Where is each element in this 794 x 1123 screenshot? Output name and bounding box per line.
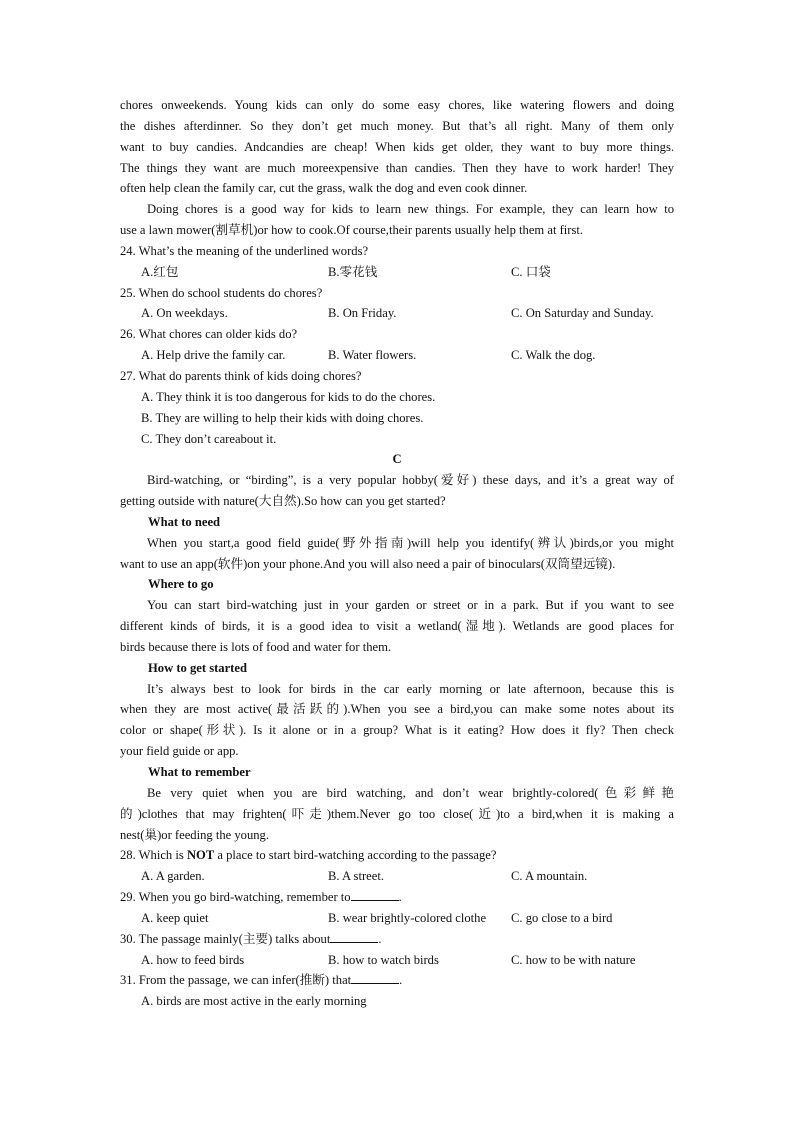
option-a: A. A garden. xyxy=(141,869,205,884)
option-c: C. On Saturday and Sunday. xyxy=(511,306,654,321)
text-line: want to buy candies. Andcandies are cheap! When kids get older, they want to buy more things. xyxy=(120,139,674,154)
option-c: C. A mountain. xyxy=(511,869,588,884)
text-line: birds because there is lots of food and water for them. xyxy=(120,639,392,654)
question-31 xyxy=(120,970,674,1012)
text-line: color or shape(形状). Is it alone or in a group? What is it eating? How does it fly? Then check xyxy=(120,723,674,738)
stem-end: . xyxy=(399,973,403,988)
question-28 xyxy=(120,845,674,887)
text-line: chores onweekends. Young kids can only do some easy chores, like watering flowers and doing xyxy=(120,98,674,112)
answer-blank xyxy=(351,971,399,984)
question-26 xyxy=(120,324,674,366)
text-line: nest(巢)or feeding the young. xyxy=(120,827,269,842)
question-stem: 25. When do school students do chores? xyxy=(120,285,323,300)
option-b: B.零花钱 xyxy=(328,264,378,279)
stem-text: 31. From the passage, we can infer(推断) that xyxy=(120,973,352,988)
text-line: use a lawn mower(割草机)or how to cook.Of course,their parents usually help them at first. xyxy=(120,223,584,238)
stem-end: . xyxy=(378,931,382,946)
option-b: B. wear brightly-colored clothe xyxy=(328,910,487,925)
options-row xyxy=(120,303,674,324)
text-line: You can start bird-watching just in your garden or street or in a park. But if you want to see xyxy=(147,598,674,613)
stem-text: a place to start bird-watching according to the passage? xyxy=(214,848,497,863)
text-line: The things they want are much moreexpensive than candies. Then they have to work harder! They xyxy=(120,160,674,175)
option-c: C. go close to a bird xyxy=(511,910,613,925)
stem-emphasis: NOT xyxy=(186,848,215,863)
exam-page xyxy=(120,95,674,1012)
text-line: Bird-watching, or “birding”, is a very popular hobby(爱好) these days, and it’s a great way of xyxy=(147,473,674,488)
text-line: often help clean the family car, cut the grass, walk the dog and even cook dinner. xyxy=(120,181,528,196)
option-c: C. They don’t careabout it. xyxy=(141,431,277,446)
text-line: It’s always best to look for birds in the car early morning or late afternoon, because this is xyxy=(147,681,674,696)
options-row xyxy=(120,950,674,971)
section-heading: How to get started xyxy=(148,660,247,675)
option-c: C. Walk the dog. xyxy=(511,348,596,363)
text-line: when they are most active(最活跃的).When you see a bird,you can make some notes about its xyxy=(120,702,674,717)
question-stem xyxy=(120,929,674,950)
text-line: the dishes afterdinner. So they don’t get much money. But that’s all right. Many of them only xyxy=(120,118,674,133)
options-row xyxy=(120,908,674,929)
option-b: B. how to watch birds xyxy=(328,952,439,967)
text-line: getting outside with nature(大自然).So how can you get started? xyxy=(120,494,446,509)
passage-b-continued xyxy=(120,95,674,241)
text-line: 的)clothes that may frighten(吓走)them.Never go too close(近)to a bird,when it is making a xyxy=(120,806,674,821)
section-heading: Where to go xyxy=(148,577,214,592)
stem-text: 29. When you go bird-watching, remember to xyxy=(120,890,351,905)
question-25 xyxy=(120,283,674,325)
option-a: A. Help drive the family car. xyxy=(141,348,286,363)
option-c: C. how to be with nature xyxy=(511,952,636,967)
question-27 xyxy=(120,366,674,449)
option-b: B. A street. xyxy=(328,869,384,884)
option-a: A.红包 xyxy=(141,264,179,279)
question-stem xyxy=(120,845,674,866)
text-line: want to use an app(软件)on your phone.And you will also need a pair of binoculars(双筒望远镜). xyxy=(120,556,616,571)
question-stem: 24. What’s the meaning of the underlined words? xyxy=(120,243,369,258)
option-b: B. On Friday. xyxy=(328,306,397,321)
question-stem xyxy=(120,887,674,908)
text-line: your field guide or app. xyxy=(120,744,239,759)
option-a: A. They think it is too dangerous for kids to do the chores. xyxy=(141,389,436,404)
question-30 xyxy=(120,929,674,971)
option-a: A. how to feed birds xyxy=(141,952,245,967)
question-29 xyxy=(120,887,674,929)
question-stem: 26. What chores can older kids do? xyxy=(120,327,298,342)
passage-c xyxy=(120,449,674,845)
text-line: When you start,a good field guide(野外指南)will help you identify(辨认)birds,or you might xyxy=(147,535,674,550)
text-line: different kinds of birds, it is a good idea to visit a wetland(湿地). Wetlands are good places for xyxy=(120,619,674,634)
section-heading: What to need xyxy=(148,514,221,529)
section-label: C xyxy=(392,452,402,467)
option-b: B. Water flowers. xyxy=(328,348,417,363)
stem-text: 28. Which is xyxy=(120,848,187,863)
options-row xyxy=(120,345,674,366)
answer-blank xyxy=(351,888,399,901)
option-a: A. birds are most active in the early morning xyxy=(141,994,367,1009)
stem-end: . xyxy=(398,890,402,905)
option-a: A. keep quiet xyxy=(141,910,209,925)
stem-text: 30. The passage mainly(主要) talks about xyxy=(120,931,331,946)
answer-blank xyxy=(330,930,378,943)
options-row xyxy=(120,262,674,283)
option-c: C. 口袋 xyxy=(511,264,551,279)
text-line: Be very quiet when you are bird watching, and don’t wear brightly-colored(色彩鲜艳 xyxy=(147,785,674,800)
question-24 xyxy=(120,241,674,283)
option-b: B. They are willing to help their kids with doing chores. xyxy=(141,410,424,425)
options-row xyxy=(120,866,674,887)
text-line: Doing chores is a good way for kids to learn new things. For example, they can learn how to xyxy=(147,202,674,217)
option-a: A. On weekdays. xyxy=(141,306,228,321)
question-stem: 27. What do parents think of kids doing chores? xyxy=(120,368,362,383)
question-stem xyxy=(120,970,674,991)
section-heading: What to remember xyxy=(148,765,251,779)
